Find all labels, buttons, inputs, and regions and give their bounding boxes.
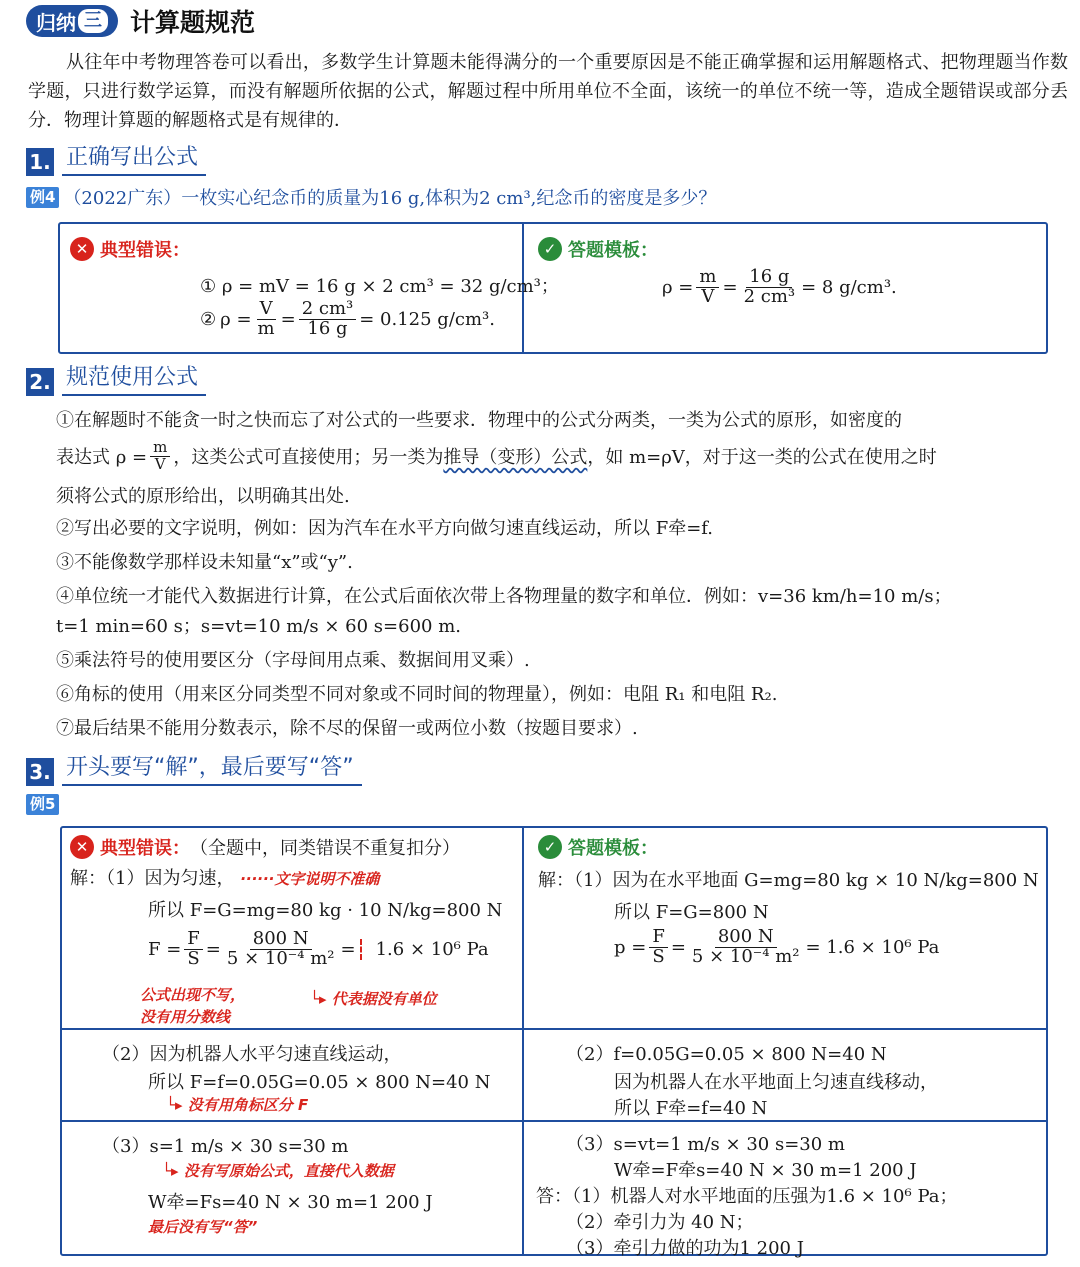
example-4-wrong-2: ② ρ = $\frac{V}{m}$ = $\frac{\text{2 cm³}}{16 g}$ = 0.125 g/cm³. [200, 298, 495, 339]
example-5-divider-h2 [62, 1120, 1046, 1122]
w3-note-1-text: 没有写原始公式，直接代入数据 [183, 1162, 394, 1180]
w3-note-2: 最后没有写“答” [148, 1218, 258, 1236]
example-5-divider-v [522, 828, 524, 1254]
example-4-model-label [538, 236, 658, 262]
m3-c: 答：（1）机器人对水平地面的压强为1.6 × 10⁶ Pa； [536, 1186, 958, 1207]
model-lhs: ρ = [662, 276, 694, 298]
wrong-2-fraction-1 [255, 300, 278, 339]
intro-paragraph: 从往年中考物理答卷可以看出，多数学生计算题未能得满分的一个重要原因是不能正确掌握和运用解题格式、把物理题当作数学题，只进行数学运算，而没有解题所依据的公式，解题过程中所用单位不全面，该统一的单位不统一等，造成全题错误或部分丢分．物理计算题的解题格式是有规律的． [28, 52, 1068, 131]
rule-4-line-1: ④单位统一才能代入数据进行计算，在公式后面依次带上各物理量的数字和单位．例如：v=36 km/h=10 m/s； [56, 586, 952, 607]
example-5-tag-wrap [26, 794, 59, 815]
arrow-icon: └▸ [310, 990, 332, 1008]
example-4-wrong-label [70, 236, 190, 262]
frac-num: 800 N [715, 928, 777, 948]
frac-den: V [701, 285, 715, 307]
w1-a-note: ······文字说明不准确 [240, 870, 380, 888]
wrong-label-text: 典型错误： [100, 838, 190, 859]
wrong-2-lhs: ρ = [220, 308, 252, 330]
example-5-wrong-label [70, 834, 460, 860]
w1-note-1b: 没有用分数线 [140, 1008, 231, 1026]
w1-c-fraction-2 [224, 930, 338, 969]
m1-c-lhs: p = [614, 936, 647, 958]
page-header [26, 4, 255, 38]
m2-b: 因为机器人在水平地面上匀速直线移动， [614, 1072, 938, 1093]
example-4-box [58, 222, 1048, 354]
rule-6: ⑥角标的使用（用来区分同类型不同对象或不同时间的物理量），例如：电阻 R₁ 和电阻 R₂. [56, 684, 778, 705]
w3-b: W牵=Fs=40 N × 30 m=1 200 J [148, 1192, 433, 1213]
frac-num: F [184, 930, 203, 950]
m1-c-fraction-1 [649, 928, 668, 967]
arrow-icon: └▸ [162, 1162, 184, 1180]
model-label-text: 答题模板： [568, 240, 658, 261]
w2-b: 所以 F=f=0.05G=0.05 × 800 N=40 N [148, 1072, 491, 1093]
w2-note [166, 1094, 308, 1115]
w1-c-lhs: F = [148, 938, 182, 960]
rule-1-line-2 [56, 440, 937, 473]
section-1-heading [26, 144, 206, 176]
section-2-title: 规范使用公式 [62, 364, 206, 396]
wrong-label-note: （全题中，同类错误不重复扣分） [190, 838, 460, 859]
rule-1-line-3: 须将公式的原形给出，以明确其出处. [56, 486, 350, 507]
wrong-2-fraction-2 [299, 300, 357, 339]
m1-b: 所以 F=G=800 N [614, 902, 769, 923]
frac-num: 16 g [746, 268, 792, 288]
m3-e: （3）牵引力做的功为1 200 J [566, 1238, 804, 1259]
rule-1-post: ，如 m=ρV，对于这一类的公式在使用之时 [587, 447, 937, 469]
w1-c: F = $\frac{F}{S}$ = $\frac{800 N}{\text{5 × 10⁻⁴ m²}}$ = 1.6 × 10⁶ Pa [148, 928, 489, 969]
section-1-title: 正确写出公式 [62, 144, 206, 176]
check-icon: ✓ [538, 835, 562, 859]
w1-note-2 [310, 988, 437, 1009]
frac-den: 5 × 10⁻⁴ m² [691, 945, 800, 967]
rule-7: ⑦最后结果不能用分数表示，除不尽的保留一或两位小数（按题目要求）. [56, 718, 638, 739]
frac-num: 2 cm³ [299, 300, 357, 320]
model-fraction-1 [696, 268, 719, 307]
w2-note-text: 没有用角标区分 F [187, 1096, 309, 1114]
frac-num: m [150, 440, 170, 457]
frac-den: 16 g [307, 317, 348, 339]
wrong-label-text: 典型错误： [100, 240, 190, 261]
model-label-text: 答题模板： [568, 838, 658, 859]
w1-a [70, 864, 379, 890]
badge-right: 三 [78, 9, 108, 33]
summary-badge [26, 5, 118, 37]
example-4-question [26, 184, 716, 210]
frac-num: V [257, 300, 276, 320]
frac-den: 5 × 10⁻⁴ m² [226, 947, 335, 969]
w1-c-result: 1.6 × 10⁶ Pa [375, 938, 489, 960]
w2-a: （2）因为机器人水平匀速直线运动， [102, 1044, 402, 1065]
frac-num: F [649, 928, 668, 948]
m2-a: （2）f=0.05G=0.05 × 800 N=40 N [566, 1044, 887, 1065]
m1-a: 解：（1）因为在水平地面 G=mg=80 kg × 10 N/kg=800 N [538, 870, 1039, 891]
badge-left: 归纳 [36, 10, 76, 35]
m3-b: W牵=F牵s=40 N × 30 m=1 200 J [614, 1160, 917, 1181]
rule-5: ⑤乘法符号的使用要区分（字母间用点乘、数据间用叉乘）. [56, 650, 530, 671]
wrong-2-result: = 0.125 g/cm³. [359, 308, 495, 330]
section-1-number: 1. [26, 148, 54, 176]
rule-1-wavy: 推导（变形）公式 [443, 447, 588, 469]
wrong-icon: ✕ [70, 237, 94, 261]
example-5-tag: 例5 [26, 794, 59, 815]
page-title: 计算题规范 [130, 8, 256, 37]
section-3-number: 3. [26, 758, 54, 786]
wrong-2-prefix: ② [200, 308, 217, 330]
frac-den: S [187, 947, 200, 969]
m3-a: （3）s=vt=1 m/s × 30 s=30 m [566, 1134, 845, 1155]
model-result: = 8 g/cm³. [801, 276, 897, 298]
wrong-1-formula: ρ = mV = 16 g × 2 cm³ = 32 g/cm³； [221, 276, 559, 297]
example-5-box [60, 826, 1048, 1259]
example-4-tag: 例4 [26, 187, 59, 208]
m1-c-fraction-2 [689, 928, 803, 967]
wrong-1-prefix: ① [200, 276, 217, 297]
wrong-icon: ✕ [70, 835, 94, 859]
frac-den: m [257, 317, 275, 339]
frac-den: 2 cm³ [743, 285, 796, 307]
frac-den: V [154, 454, 166, 473]
model-fraction-2 [741, 268, 799, 307]
rule-1-fraction [150, 440, 170, 473]
example-5-divider-h1 [62, 1028, 1046, 1030]
example-4-text: （2022广东）一枚实心纪念币的质量为16 g,体积为2 cm³,纪念币的密度是多少？ [63, 188, 717, 209]
example-4-wrong-1 [200, 272, 559, 298]
w1-a-text: 解：（1）因为匀速， [70, 868, 235, 889]
section-3-heading [26, 754, 362, 786]
m2-c: 所以 F牵=f=40 N [614, 1098, 768, 1119]
m1-c: p = $\frac{F}{S}$ = $\frac{800 N}{\text{5 × 10⁻⁴ m²}}$ = 1.6 × 10⁶ Pa [614, 926, 940, 967]
frac-num: 800 N [250, 930, 312, 950]
rule-4-line-2: t=1 min=60 s；s=vt=10 m/s × 60 s=600 m. [56, 616, 461, 637]
check-icon: ✓ [538, 237, 562, 261]
rule-1-line-1: ①在解题时不能贪一时之快而忘了对公式的一些要求．物理中的公式分两类，一类为公式的原形，如密度的 [56, 410, 902, 431]
example-5-model-label [538, 834, 658, 860]
rule-3: ③不能像数学那样设未知量“x”或“y”. [56, 552, 353, 573]
m3-d: （2）牵引力为 40 N； [566, 1212, 754, 1233]
frac-num: m [696, 268, 719, 288]
frac-den: S [652, 945, 665, 967]
w3-a: （3）s=1 m/s × 30 s=30 m [102, 1136, 349, 1157]
w1-b: 所以 F=G=mg=80 kg · 10 N/kg=800 N [148, 900, 503, 921]
section-3-title: 开头要写“解”，最后要写“答” [62, 754, 362, 786]
w3-note-1 [162, 1160, 394, 1181]
example-4-model-formula: ρ = $\frac{m}{V}$ = $\frac{16 g}{\text{2 cm³}}$ = 8 g/cm³. [662, 266, 897, 307]
arrow-icon: └▸ [166, 1096, 188, 1114]
w1-note-2-text: 代表据没有单位 [331, 990, 437, 1008]
rule-1-mid: ，这类公式可直接使用；另一类为 [173, 447, 444, 469]
m1-c-result: = 1.6 × 10⁶ Pa [805, 936, 940, 958]
w1-c-fraction-1 [184, 930, 203, 969]
w1-note-1a: 公式出现不写， [140, 986, 246, 1004]
rule-1-pre: 表达式 ρ = [56, 447, 148, 469]
section-2-number: 2. [26, 368, 54, 396]
rule-2: ②写出必要的文字说明，例如：因为汽车在水平方向做匀速直线运动，所以 F牵=f. [56, 518, 714, 539]
section-2-heading [26, 364, 206, 396]
